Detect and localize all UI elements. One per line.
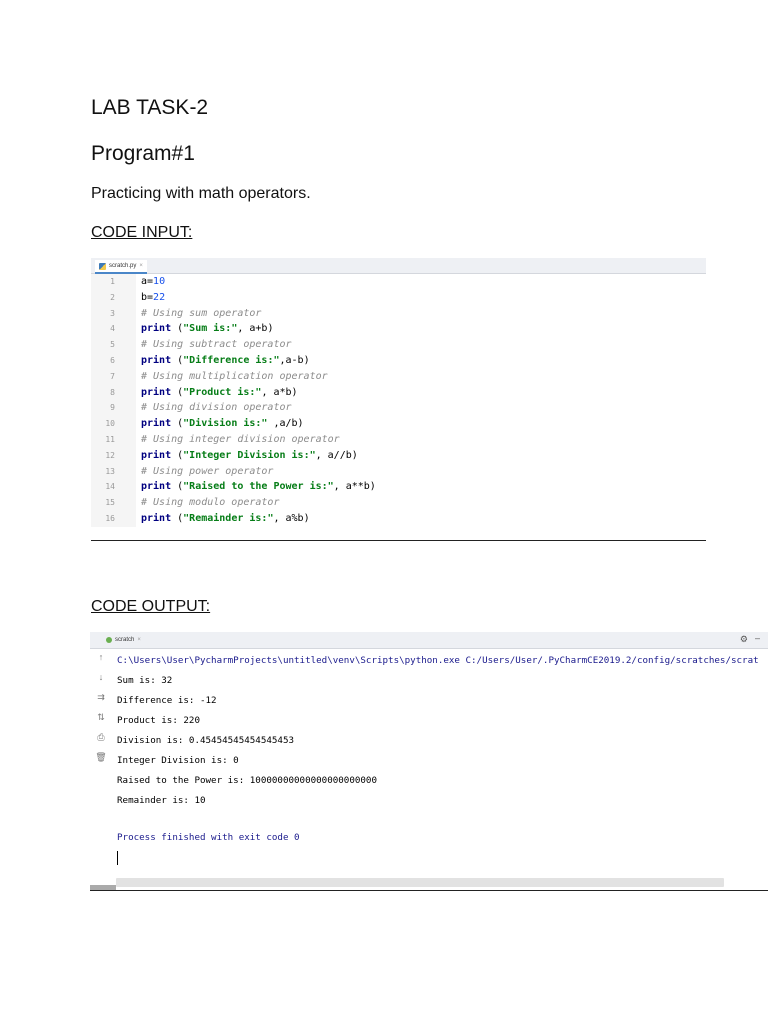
code-line bbox=[91, 385, 706, 401]
console-tab-scratch[interactable] bbox=[102, 634, 145, 646]
code-text bbox=[141, 369, 328, 385]
line-number: 10 bbox=[105, 419, 115, 429]
code-token: print bbox=[141, 354, 172, 366]
line-number: 7 bbox=[110, 371, 115, 381]
code-token: ( bbox=[171, 386, 184, 398]
line-number: 2 bbox=[110, 292, 115, 302]
code-input-label: CODE INPUT: bbox=[91, 224, 193, 241]
sort-icon[interactable]: ⇅ bbox=[97, 712, 105, 722]
code-token: print bbox=[141, 449, 172, 461]
code-line bbox=[91, 448, 706, 464]
code-token: , a+b) bbox=[237, 323, 274, 335]
code-text bbox=[141, 274, 165, 290]
editor-tab-bar bbox=[91, 258, 706, 274]
code-token: a= bbox=[141, 276, 154, 287]
editor-tab-label: scratch.py bbox=[109, 263, 137, 269]
horizontal-scrollbar[interactable] bbox=[116, 878, 724, 887]
code-token: print bbox=[141, 323, 172, 335]
line-number: 3 bbox=[110, 308, 115, 318]
console-command-line: C:\Users\User\PycharmProjects\untitled\venv\Scripts\python.exe C:/Users/User/.PyCharmCE2019.2/config/scratches/scrat bbox=[117, 655, 759, 666]
code-token: # Using sum operator bbox=[141, 307, 262, 319]
line-number: 1 bbox=[110, 277, 115, 286]
code-token: ( bbox=[171, 449, 184, 461]
line-number: 9 bbox=[110, 403, 115, 413]
code-text bbox=[141, 353, 310, 369]
code-token: "Raised to the Power is:" bbox=[183, 481, 334, 493]
console-tab-bar bbox=[90, 632, 768, 649]
code-token: "Sum is:" bbox=[183, 323, 238, 335]
code-token: "Integer Division is:" bbox=[183, 449, 316, 461]
code-line bbox=[91, 337, 706, 353]
code-line bbox=[91, 290, 706, 306]
line-number: 11 bbox=[105, 434, 115, 444]
code-text bbox=[141, 448, 358, 464]
code-token: "Difference is:" bbox=[183, 354, 280, 366]
code-token: # Using multiplication operator bbox=[141, 370, 328, 382]
code-text bbox=[141, 464, 273, 480]
code-token: # Using integer division operator bbox=[141, 433, 340, 445]
exit-message: Process finished with exit code 0 bbox=[117, 832, 300, 843]
print-icon[interactable]: ⎙ bbox=[97, 732, 105, 742]
console-output-line: Division is: 0.45454545454545453 bbox=[117, 735, 295, 746]
code-token: ( bbox=[171, 512, 184, 524]
code-text bbox=[141, 385, 298, 401]
code-token: "Remainder is:" bbox=[183, 512, 274, 524]
code-line bbox=[91, 369, 706, 385]
code-token: # Using modulo operator bbox=[141, 497, 280, 509]
code-text bbox=[141, 290, 165, 306]
code-text bbox=[141, 432, 340, 448]
code-text bbox=[141, 479, 376, 495]
code-token: print bbox=[141, 418, 172, 430]
code-output-label: CODE OUTPUT: bbox=[91, 598, 211, 615]
console-tab-label: scratch bbox=[115, 637, 135, 643]
down-arrow-icon[interactable]: ↓ bbox=[98, 672, 104, 682]
description: Practicing with math operators. bbox=[91, 185, 311, 202]
console-bottom-strip bbox=[90, 885, 116, 890]
line-number: 5 bbox=[110, 340, 115, 350]
code-token: print bbox=[141, 386, 172, 398]
code-line bbox=[91, 495, 706, 511]
code-line bbox=[91, 511, 706, 527]
code-token: ( bbox=[171, 481, 184, 493]
code-line bbox=[91, 432, 706, 448]
code-line bbox=[91, 400, 706, 416]
program-title: Program#1 bbox=[91, 142, 195, 165]
line-number: 4 bbox=[110, 324, 115, 334]
code-line bbox=[91, 321, 706, 337]
code-token: # Using power operator bbox=[141, 465, 274, 477]
code-area[interactable] bbox=[91, 274, 706, 527]
editor-tab-scratch[interactable] bbox=[95, 260, 147, 274]
text-caret bbox=[117, 851, 118, 865]
line-number: 16 bbox=[105, 513, 115, 523]
code-line bbox=[91, 416, 706, 432]
line-number: 15 bbox=[105, 498, 115, 508]
console-output-line: Product is: 220 bbox=[117, 715, 200, 726]
close-icon[interactable]: × bbox=[139, 263, 143, 269]
code-text bbox=[141, 321, 273, 337]
code-line bbox=[91, 306, 706, 322]
soft-wrap-icon[interactable]: ⇉ bbox=[97, 692, 105, 702]
line-number: 13 bbox=[105, 466, 115, 476]
trash-icon[interactable]: 🗑 bbox=[95, 752, 107, 762]
code-line bbox=[91, 353, 706, 369]
code-token: ,a/b) bbox=[267, 418, 304, 430]
console-output-line: Sum is: 32 bbox=[117, 675, 173, 686]
code-token: , a**b) bbox=[333, 481, 376, 493]
code-token: ,a-b) bbox=[279, 354, 310, 366]
up-arrow-icon[interactable]: ↑ bbox=[98, 652, 104, 662]
line-number: 6 bbox=[110, 355, 115, 365]
code-token: , a%b) bbox=[273, 512, 310, 524]
code-token: ( bbox=[171, 323, 184, 335]
code-line bbox=[91, 479, 706, 495]
code-token: 10 bbox=[153, 276, 166, 287]
code-token: "Product is:" bbox=[183, 386, 262, 398]
code-token: # Using subtract operator bbox=[141, 339, 292, 351]
python-run-icon bbox=[106, 637, 112, 643]
code-text bbox=[141, 495, 279, 511]
console-output-line: Difference is: -12 bbox=[117, 695, 217, 706]
code-token: , a*b) bbox=[261, 386, 298, 398]
code-token: b= bbox=[141, 291, 154, 303]
gear-icon[interactable]: ⚙ bbox=[739, 634, 748, 644]
lab-title: LAB TASK-2 bbox=[91, 96, 209, 119]
code-text bbox=[141, 337, 292, 353]
code-line bbox=[91, 464, 706, 480]
code-token: print bbox=[141, 512, 172, 524]
code-line bbox=[91, 274, 706, 290]
console-toolbar bbox=[94, 652, 108, 772]
code-text bbox=[141, 306, 261, 322]
code-token: "Division is:" bbox=[183, 418, 268, 430]
console-output-line: Integer Division is: 0 bbox=[117, 755, 239, 766]
python-file-icon bbox=[99, 263, 106, 270]
code-text bbox=[141, 416, 304, 432]
code-token: ( bbox=[171, 418, 184, 430]
line-number: 8 bbox=[110, 387, 115, 397]
code-text bbox=[141, 511, 310, 527]
line-number: 14 bbox=[105, 482, 115, 492]
code-editor-screenshot bbox=[91, 258, 706, 541]
code-token: , a//b) bbox=[315, 449, 358, 461]
close-icon[interactable]: × bbox=[137, 637, 141, 643]
code-text bbox=[141, 400, 292, 416]
code-token: 22 bbox=[153, 291, 166, 303]
console-output-line: Raised to the Power is: 10000000000000000000000 bbox=[117, 775, 377, 786]
code-token: # Using division operator bbox=[141, 402, 292, 414]
run-console-screenshot bbox=[90, 632, 768, 891]
code-token: ( bbox=[171, 354, 184, 366]
console-output-line: Remainder is: 10 bbox=[117, 795, 206, 806]
minimize-icon[interactable]: – bbox=[754, 633, 760, 643]
code-token: print bbox=[141, 481, 172, 493]
line-number: 12 bbox=[105, 450, 115, 460]
